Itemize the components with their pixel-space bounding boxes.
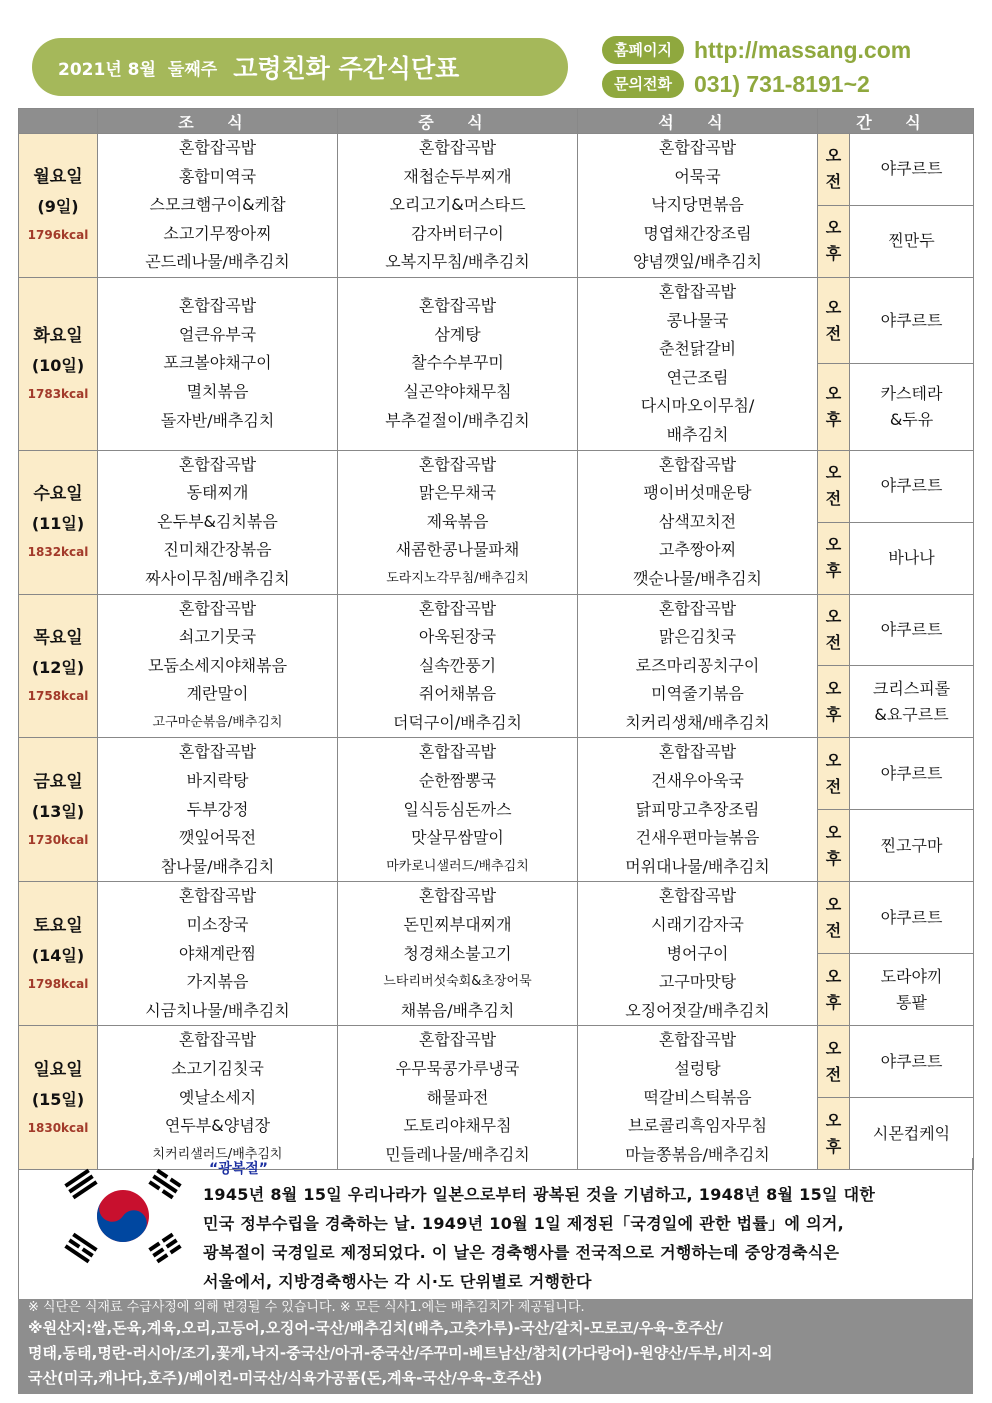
day-cell: [19, 1026, 98, 1170]
lunch-cell: [338, 738, 578, 882]
menu-item: 돌자반/배추김치: [160, 410, 275, 430]
lunch-cell: [338, 450, 578, 594]
menu-item: 깻순나물/배추김치: [632, 568, 763, 588]
menu-item: 머위대나물/배추김치: [625, 856, 770, 876]
snack-pm-line: &요구르트: [874, 704, 949, 724]
homepage-label: 홈페이지: [602, 36, 684, 64]
menu-item: 돈민찌부대찌개: [403, 915, 512, 935]
menu-item: 혼합잡곡밥: [178, 886, 257, 906]
menu-item: 아욱된장국: [418, 627, 497, 647]
am-char: 오: [825, 894, 842, 914]
am-char: 전: [825, 172, 842, 192]
menu-item: 마늘쫑볶음/배추김치: [625, 1144, 770, 1164]
menu-item: 오징어젓갈/배추김치: [625, 1000, 770, 1020]
dinner-cell: [578, 277, 818, 450]
dinner-cell: [578, 738, 818, 882]
day-kcal: 1796kcal: [27, 228, 89, 243]
dinner-cell: [578, 1026, 818, 1170]
pm-label: [818, 205, 850, 277]
menu-item: 동태찌개: [186, 483, 249, 503]
breakfast-cell: [98, 450, 338, 594]
lunch-cell: [338, 134, 578, 278]
menu-item: 실곤약야채무침: [403, 382, 512, 402]
day-date: (13일): [31, 801, 85, 821]
menu-item: 브로콜리흑임자무침: [627, 1116, 768, 1136]
menu-item: 해물파전: [426, 1087, 489, 1107]
breakfast-cell: [98, 277, 338, 450]
day-kcal: 1730kcal: [27, 832, 89, 847]
menu-item: 멸치볶음: [186, 382, 249, 402]
pm-char: 후: [825, 704, 842, 724]
menu-item: 감자버터구이: [411, 223, 504, 243]
am-char: 오: [825, 146, 842, 166]
lunch-cell: [338, 594, 578, 738]
snack-pm: [850, 522, 974, 594]
day-date: (9일): [37, 197, 79, 217]
menu-item: 춘천닭갈비: [658, 339, 737, 359]
day-kcal: 1798kcal: [27, 976, 89, 991]
snack-pm: [850, 954, 974, 1026]
menu-item: 진미채간장볶음: [163, 540, 272, 560]
menu-item: 다시마오이무침/: [640, 396, 755, 416]
snack-am: 야쿠르트: [850, 1026, 974, 1098]
menu-item: 두부강정: [186, 799, 249, 819]
menu-item: 시래기감자국: [651, 915, 744, 935]
am-label: [818, 450, 850, 522]
am-char: 전: [825, 776, 842, 796]
day-date: (11일): [31, 514, 85, 534]
menu-item: 혼합잡곡밥: [418, 742, 497, 762]
day-row: [19, 450, 974, 522]
homepage-link[interactable]: http://massang.com: [693, 36, 912, 63]
phone-number: 031) 731-8191~2: [693, 70, 870, 97]
menu-item: 일식등심돈까스: [403, 799, 512, 819]
footer: [18, 1299, 973, 1394]
day-date: (15일): [31, 1089, 85, 1109]
menu-item: 계란말이: [186, 684, 249, 704]
menu-item: 스모크햄구이&케찹: [149, 195, 286, 215]
am-label: [818, 134, 850, 206]
menu-item: 온두부&김치볶음: [157, 511, 278, 531]
menu-item: 시금치나물/배추김치: [145, 1000, 290, 1020]
day-kcal: 1783kcal: [27, 386, 89, 401]
am-label: [818, 277, 850, 363]
menu-item: 혼합잡곡밥: [658, 138, 737, 157]
am-char: 오: [825, 750, 842, 770]
day-kcal: 1832kcal: [27, 545, 89, 560]
dinner-cell: [578, 450, 818, 594]
menu-item: 건새우편마늘볶음: [635, 828, 760, 848]
menu-item: 맑은김칫국: [658, 627, 737, 647]
notice-box: [18, 1158, 973, 1300]
menu-item: 로즈마리꽁치구이: [635, 655, 760, 675]
day-row: [19, 882, 974, 954]
menu-item: 설렁탕: [674, 1059, 721, 1078]
day-row: [19, 738, 974, 810]
snack-am: 야쿠르트: [850, 450, 974, 522]
pm-char: 오: [825, 822, 842, 842]
pm-char: 후: [825, 992, 842, 1012]
menu-item: 쥐어채볶음: [418, 684, 497, 704]
day-row: [19, 134, 974, 206]
pm-char: 오: [825, 1110, 842, 1130]
menu-item: 맛살무쌈말이: [411, 828, 504, 848]
menu-item: 참나물/배추김치: [160, 856, 275, 876]
menu-item: 혼합잡곡밥: [178, 742, 257, 762]
snack-am: 야쿠르트: [850, 882, 974, 954]
am-char: 전: [825, 489, 842, 509]
menu-item: 연두부&양념장: [164, 1116, 271, 1136]
year-month: 2021년 8월: [58, 59, 156, 80]
day-cell: [19, 277, 98, 450]
menu-item: 닭피망고추장조림: [635, 799, 760, 819]
am-label: [818, 594, 850, 666]
menu-item: 깻잎어묵전: [178, 828, 257, 848]
header-row: [19, 109, 974, 134]
menu-item: 옛날소세지: [178, 1087, 257, 1107]
menu-item: 혼합잡곡밥: [178, 296, 257, 316]
breakfast-cell: [98, 134, 338, 278]
pm-char: 오: [825, 383, 842, 403]
snack-pm-line: 카스테라: [880, 383, 943, 403]
menu-item: 어묵국: [674, 166, 721, 186]
menu-item: 혼합잡곡밥: [178, 454, 257, 474]
menu-item: 고구마순볶음/배추김치: [152, 714, 283, 730]
menu-item: 혼합잡곡밥: [418, 138, 497, 157]
origin-line: 국산(미국,캐나다,호주)/베이컨-미국산/식육가공품(돈,계육-국산/우육-호주산): [28, 1369, 543, 1387]
pm-char: 오: [825, 535, 842, 554]
day-cell: [19, 882, 98, 1026]
menu-item: 재첩순두부찌개: [403, 166, 512, 186]
menu-item: 건새우아욱국: [651, 771, 744, 791]
menu-item: 팽이버섯매운탕: [643, 483, 752, 503]
menu-item: 느타리버섯숙회&초장어묵: [383, 974, 532, 990]
menu-item: 가지볶음: [186, 972, 249, 992]
am-char: 전: [825, 1064, 842, 1084]
menu-item: 실속깐풍기: [418, 655, 497, 675]
notice-line: 서울에서, 지방경축행사는 각 시·도 단위별로 거행한다: [203, 1272, 592, 1291]
menu-item: 순한짬뽕국: [418, 771, 497, 791]
menu-item: 연근조림: [666, 367, 729, 387]
snack-pm-line: 찐고구마: [880, 835, 943, 855]
menu-item: 쇠고기뭇국: [178, 627, 257, 647]
day-row: [19, 594, 974, 666]
am-char: 오: [825, 606, 842, 626]
header-empty: [19, 109, 98, 134]
menu-item: 양념깻잎/배추김치: [632, 252, 763, 272]
menu-item: 도토리야채무침: [403, 1116, 512, 1136]
menu-item: 떡갈비스틱볶음: [643, 1087, 752, 1107]
am-label: [818, 738, 850, 810]
menu-item: 부추겉절이/배추김치: [385, 410, 530, 430]
menu-item: 혼합잡곡밥: [178, 598, 257, 618]
menu-item: 혼합잡곡밥: [418, 598, 497, 618]
snack-pm-line: 찐만두: [888, 231, 935, 251]
menu-item: 우무묵콩가루냉국: [395, 1059, 520, 1078]
am-label: [818, 882, 850, 954]
menu-item: 고구마맛탕: [658, 972, 737, 992]
dinner-cell: [578, 134, 818, 278]
pm-char: 오: [825, 218, 842, 238]
menu-item: 채볶음/배추김치: [400, 1000, 515, 1020]
pm-label: [818, 364, 850, 450]
notice-title: “광복절”: [209, 1161, 268, 1177]
day-cell: [19, 594, 98, 738]
menu-item: 미소장국: [186, 915, 249, 935]
am-char: 전: [825, 920, 842, 940]
menu-item: 미역줄기볶음: [651, 684, 744, 704]
menu-item: 혼합잡곡밥: [658, 454, 737, 474]
menu-item: 제육볶음: [426, 511, 489, 531]
menu-table-wrapper: [18, 108, 973, 1170]
menu-item: 낙지당면볶음: [651, 195, 744, 215]
menu-item: 삼색꼬치전: [658, 511, 737, 531]
menu-item: 콩나물국: [666, 310, 729, 330]
snack-pm-line: &두유: [889, 409, 934, 429]
breakfast-cell: [98, 882, 338, 1026]
notice-line: 민국 정부수립을 경축하는 날. 1949년 10월 1일 제정된「국경일에 관한 법률」에 의거,: [203, 1214, 845, 1233]
menu-item: 바지락탕: [186, 771, 249, 791]
menu-item: 혼합잡곡밥: [658, 886, 737, 906]
snack-pm: [850, 666, 974, 738]
am-char: 전: [825, 323, 842, 343]
day-name: 금요일: [33, 771, 83, 792]
pm-label: [818, 522, 850, 594]
menu-item: 치커리생채/배추김치: [625, 712, 770, 732]
pm-char: 오: [825, 966, 842, 986]
korean-flag-icon: [53, 1162, 193, 1270]
menu-item: 곤드레나물/배추김치: [145, 252, 290, 272]
day-row: [19, 1026, 974, 1098]
menu-item: 삼계탕: [434, 324, 481, 344]
notice-body: [203, 1180, 965, 1296]
menu-item: 짜사이무침/배추김치: [145, 568, 290, 588]
menu-item: 소고기무짱아찌: [163, 223, 272, 243]
lunch-cell: [338, 277, 578, 450]
pm-char: 후: [825, 1136, 842, 1156]
menu-item: 포크볼야채구이: [163, 353, 272, 373]
menu-item: 치커리샐러드/배추김치: [152, 1146, 283, 1162]
day-cell: [19, 450, 98, 594]
day-name: 월요일: [33, 167, 83, 188]
menu-item: 배추김치: [666, 424, 729, 444]
day-cell: [19, 738, 98, 882]
day-row: [19, 277, 974, 363]
phone-row: [602, 70, 870, 98]
notice-line: 1945년 8월 15일 우리나라가 일본으로부터 광복된 것을 기념하고, 1948년 8월 15일 대한: [203, 1185, 876, 1204]
day-name: 수요일: [33, 484, 83, 505]
menu-item: 혼합잡곡밥: [418, 296, 497, 316]
day-kcal: 1758kcal: [27, 688, 89, 703]
week-label: 둘째주: [167, 59, 218, 80]
am-label: [818, 1026, 850, 1098]
menu-table: [18, 108, 974, 1170]
pm-label: [818, 810, 850, 882]
menu-item: 홍합미역국: [178, 166, 257, 186]
menu-item: 맑은무채국: [418, 483, 497, 503]
menu-item: 혼합잡곡밥: [178, 138, 257, 157]
menu-item: 혼합잡곡밥: [418, 1030, 497, 1050]
day-kcal: 1830kcal: [27, 1120, 89, 1135]
homepage-row: [602, 36, 911, 64]
snack-pm: [850, 205, 974, 277]
pm-char: 오: [825, 678, 842, 698]
breakfast-cell: [98, 1026, 338, 1170]
day-date: (12일): [31, 657, 85, 677]
menu-item: 명엽채간장조림: [643, 223, 752, 243]
title-banner: [32, 38, 568, 96]
lunch-cell: [338, 1026, 578, 1170]
dinner-cell: [578, 882, 818, 1026]
notice-line: 광복절이 국경일로 제정되었다. 이 날은 경축행사를 전국적으로 거행하는데 중앙경축식은: [203, 1243, 840, 1262]
menu-item: 고추짱아찌: [658, 540, 737, 560]
menu-item: 모둠소세지야채볶음: [147, 655, 288, 675]
am-char: 오: [825, 463, 842, 483]
menu-item: 마카로니샐러드/배추김치: [386, 858, 529, 874]
menu-item: 더덕구이/배추김치: [392, 712, 523, 732]
pm-char: 후: [825, 244, 842, 264]
snack-am: 야쿠르트: [850, 277, 974, 363]
menu-item: 병어구이: [666, 943, 729, 963]
pm-label: [818, 954, 850, 1026]
header-dinner: 석 식: [578, 109, 818, 134]
dinner-cell: [578, 594, 818, 738]
snack-am: 야쿠르트: [850, 594, 974, 666]
origin-line: ※원산지:쌀,돈육,계육,오리,고등어,오징어-국산/배추김치(배추,고춧가루)-국산/갈치-모로코/우육-호주산/: [28, 1319, 723, 1337]
menu-item: 혼합잡곡밥: [658, 1030, 737, 1050]
menu-item: 혼합잡곡밥: [418, 454, 497, 474]
menu-item: 오복지무침/배추김치: [385, 252, 530, 272]
pm-char: 후: [825, 561, 842, 580]
snack-pm-line: 바나나: [888, 548, 935, 567]
day-name: 일요일: [33, 1059, 83, 1080]
day-date: (14일): [31, 945, 85, 965]
menu-item: 혼합잡곡밥: [658, 281, 737, 301]
day-name: 화요일: [33, 325, 83, 346]
day-cell: [19, 134, 98, 278]
menu-item: 얼큰유부국: [178, 324, 257, 344]
menu-item: 소고기김칫국: [171, 1059, 264, 1078]
breakfast-cell: [98, 594, 338, 738]
day-name: 토요일: [33, 915, 83, 936]
day-date: (10일): [31, 355, 85, 375]
menu-item: 민들레나물/배추김치: [385, 1144, 530, 1164]
header-breakfast: 조 식: [98, 109, 338, 134]
lunch-cell: [338, 882, 578, 1026]
snack-pm: [850, 810, 974, 882]
menu-item: 혼합잡곡밥: [658, 598, 737, 618]
menu-item: 찰수수부꾸미: [411, 353, 504, 373]
am-char: 오: [825, 1038, 842, 1058]
menu-item: 야채계란찜: [178, 943, 257, 963]
snack-pm-line: 크리스피롤: [872, 678, 951, 698]
snack-pm-line: 통팥: [896, 992, 927, 1012]
snack-pm-line: 도라야끼: [880, 966, 943, 986]
page-title: 고령친화 주간식단표: [233, 54, 460, 83]
pm-char: 후: [825, 409, 842, 429]
menu-item: 혼합잡곡밥: [418, 886, 497, 906]
snack-am: 야쿠르트: [850, 134, 974, 206]
snack-pm-line: 시몬컵케익: [872, 1123, 951, 1143]
pm-char: 후: [825, 848, 842, 868]
menu-item: 새콤한콩나물파채: [395, 540, 520, 560]
snack-am: 야쿠르트: [850, 738, 974, 810]
header-snack: 간 식: [818, 109, 974, 134]
am-char: 오: [825, 297, 842, 317]
menu-item: 혼합잡곡밥: [178, 1030, 257, 1050]
menu-item: 청경채소불고기: [403, 943, 512, 963]
menu-item: 오리고기&머스타드: [389, 195, 526, 215]
phone-label: 문의전화: [602, 70, 684, 98]
day-name: 목요일: [33, 627, 83, 648]
menu-item: 혼합잡곡밥: [658, 742, 737, 762]
origin-line: 명태,동태,명란-러시아/조기,꽃게,낙지-중국산/아귀-중국산/주꾸미-베트남산/참치(가다랑어)-원양산/두부,비지-외: [28, 1344, 773, 1362]
pm-label: [818, 666, 850, 738]
snack-pm: [850, 364, 974, 450]
footer-note: ※ 식단은 식재료 수급사정에 의해 변경될 수 있습니다. ※ 모든 식사1.에는 배추김치가 제공됩니다.: [28, 1300, 585, 1315]
header-lunch: 중 식: [338, 109, 578, 134]
breakfast-cell: [98, 738, 338, 882]
am-char: 전: [825, 632, 842, 652]
menu-item: 도라지노각무침/배추김치: [386, 570, 529, 586]
